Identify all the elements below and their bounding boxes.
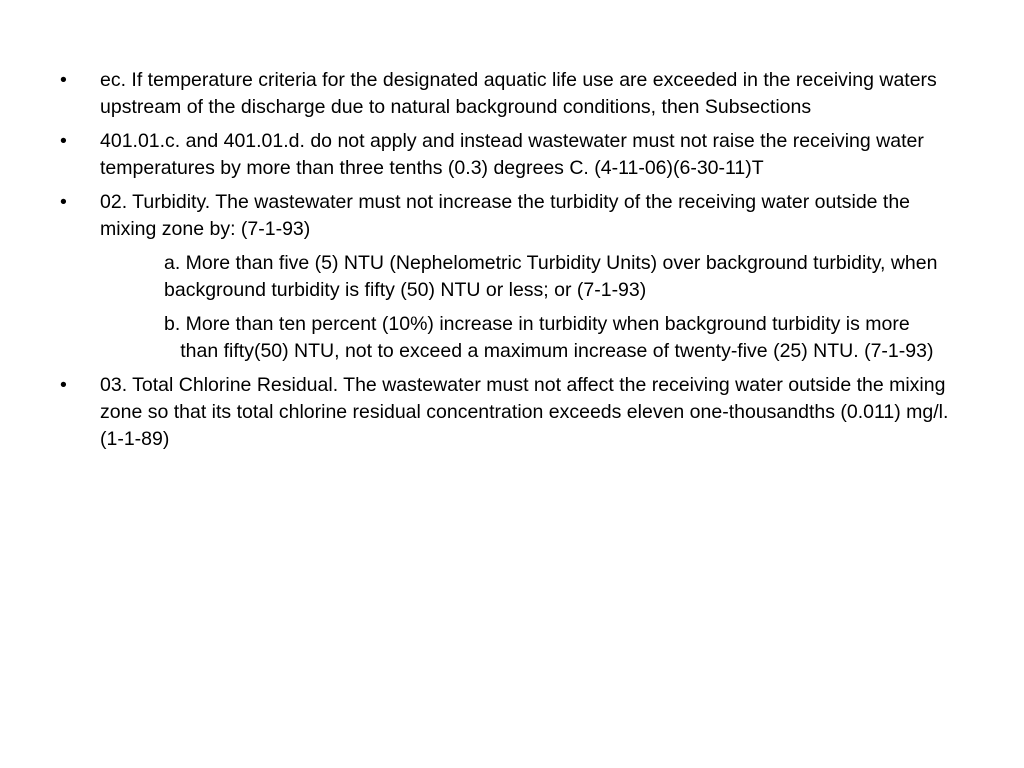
- bullet-dot: •: [60, 130, 67, 152]
- bullet-item: [58, 67, 968, 121]
- sub-item: [58, 311, 968, 365]
- bullet-dot: •: [60, 374, 67, 396]
- bullet-item: [58, 372, 968, 453]
- sub-item-text: b. More than ten percent (10%) increase in turbidity when background turbidity is more than fifty(50) NTU, not to exceed a maximum increase of twenty-five (25) NTU. (7-1-93): [164, 313, 934, 362]
- bullet-dot: •: [60, 191, 67, 213]
- slide-body: [58, 67, 968, 460]
- bullet-dot: •: [60, 69, 67, 91]
- bullet-text: 03. Total Chlorine Residual. The wastewater must not affect the receiving water outside the mixing zone so that its total chlorine residual concentration exceeds eleven one-thousandths (0.011) mg/l. (1-1-89): [100, 374, 949, 450]
- sub-item: [58, 250, 968, 304]
- bullet-item: [58, 128, 968, 182]
- bullet-text: 02. Turbidity. The wastewater must not increase the turbidity of the receiving water outside the mixing zone by: (7-1-93): [100, 191, 911, 240]
- sub-item-text: a. More than five (5) NTU (Nephelometric Turbidity Units) over background turbidity, when background turbidity is fifty (50) NTU or less; or (7-1-93): [164, 252, 938, 301]
- bullet-item: [58, 189, 968, 243]
- bullet-text: 401.01.c. and 401.01.d. do not apply and instead wastewater must not raise the receiving water temperatures by more than three tenths (0.3) degrees C. (4-11-06)(6-30-11)T: [100, 130, 924, 179]
- bullet-text: ec. If temperature criteria for the designated aquatic life use are exceeded in the receiving waters upstream of the discharge due to natural background conditions, then Subsections: [100, 69, 937, 118]
